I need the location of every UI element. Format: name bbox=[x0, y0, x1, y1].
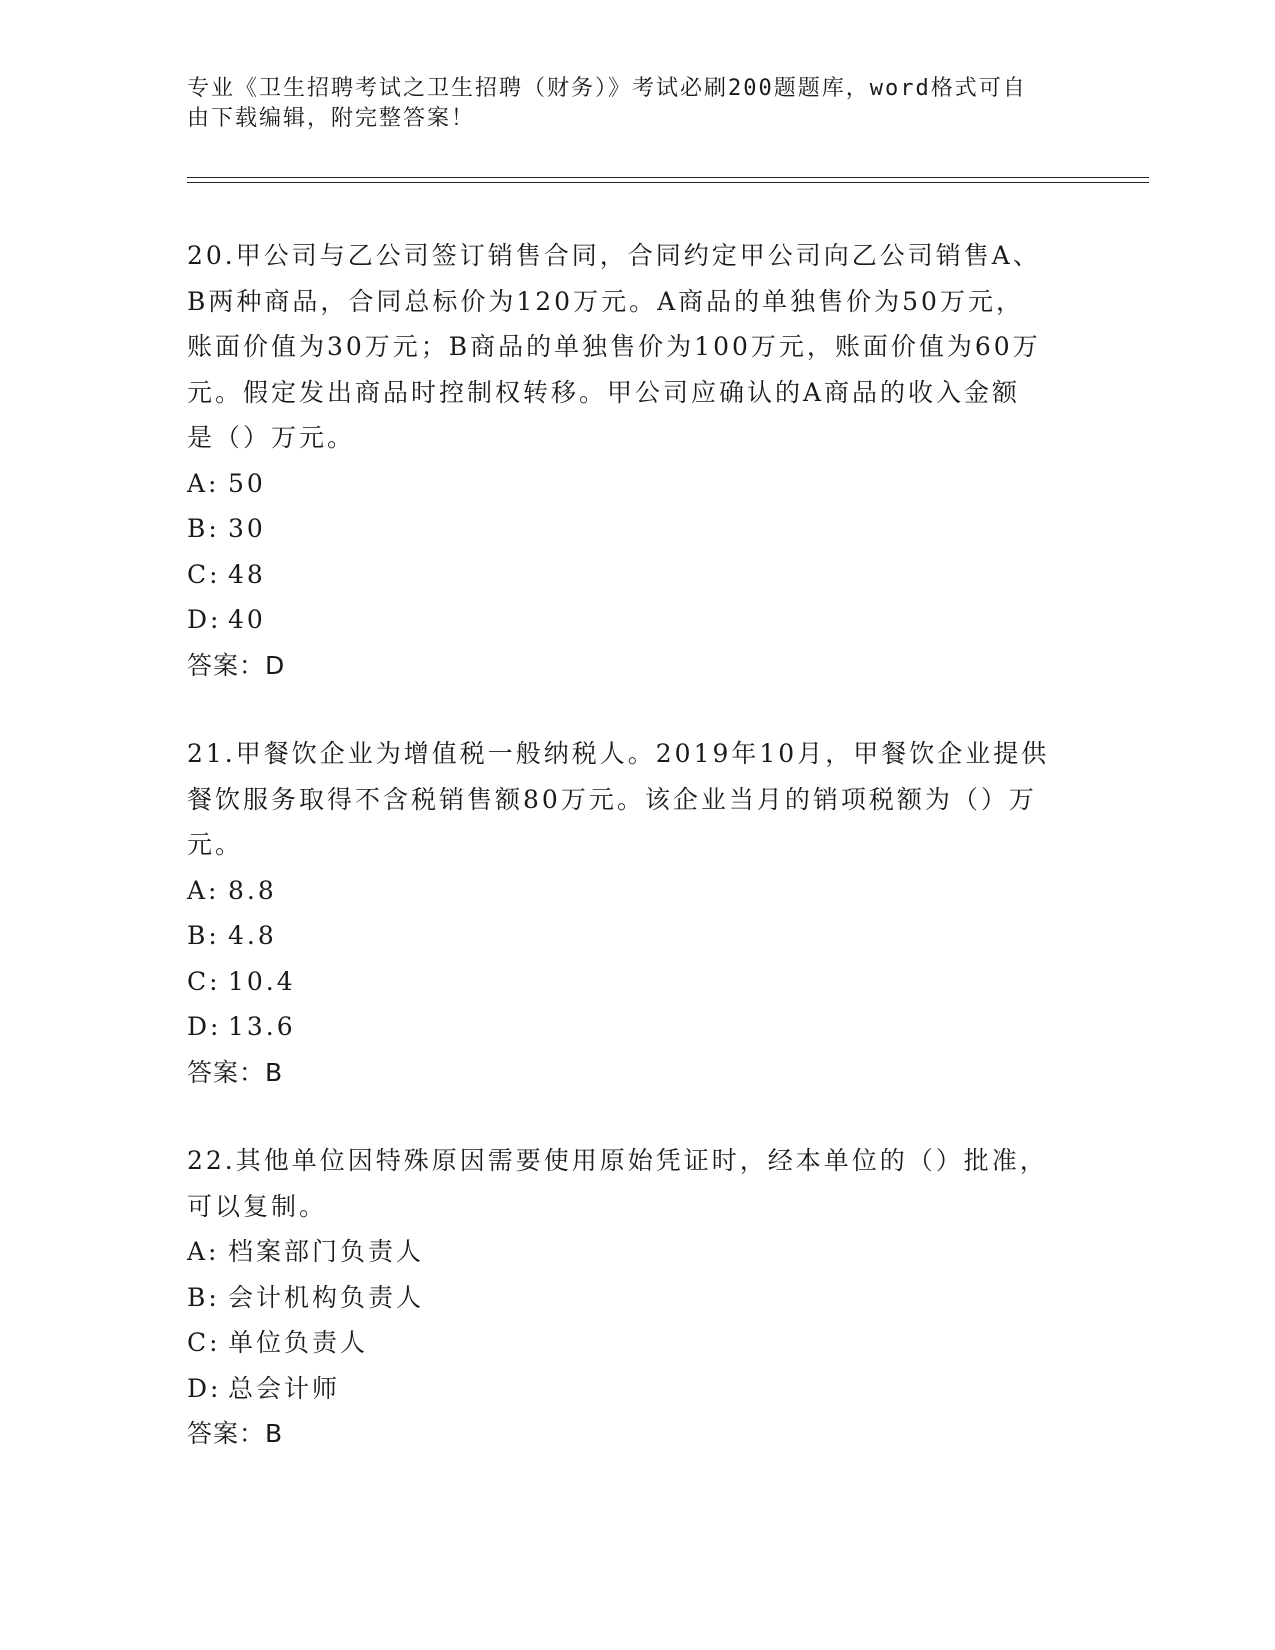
option-letter: B: bbox=[187, 514, 220, 543]
option-b bbox=[187, 506, 1067, 552]
option-b bbox=[187, 913, 1067, 959]
option-letter: C: bbox=[187, 966, 221, 996]
option-text: 会计机构负责人 bbox=[228, 1282, 425, 1312]
question-20 bbox=[187, 233, 1067, 688]
option-d bbox=[187, 597, 1067, 643]
stem-line: 20.甲公司与乙公司签订销售合同，合同约定甲公司向乙公司销售A、 bbox=[187, 241, 1041, 270]
stem-line: 22.其他单位因特殊原因需要使用原始凭证时，经本单位的（）批准， bbox=[187, 1146, 1048, 1175]
option-letter: C: bbox=[187, 559, 221, 589]
stem-line: 元。假定发出商品时控制权转移。甲公司应确认的A商品的收入金额 bbox=[187, 377, 1021, 407]
option-a bbox=[187, 868, 1067, 914]
option-letter: A: bbox=[187, 875, 220, 905]
question-stem bbox=[187, 731, 1067, 868]
option-text: 单位负责人 bbox=[228, 1328, 369, 1357]
stem-line: 账面价值为30万元；B商品的单独售价为100万元，账面价值为60万 bbox=[187, 332, 1041, 361]
stem-line: 元。 bbox=[187, 830, 244, 859]
option-text: 13.6 bbox=[228, 1012, 296, 1041]
stem-line: 餐饮服务取得不含税销售额80万元。该企业当月的销项税额为（）万 bbox=[187, 784, 1037, 814]
option-letter: C: bbox=[187, 1328, 221, 1357]
header-line-1: 专业《卫生招聘考试之卫生招聘（财务）》考试必刷200题题库，word格式可自 bbox=[187, 76, 1027, 101]
option-text: 8.8 bbox=[228, 875, 277, 905]
option-b bbox=[187, 1275, 1067, 1321]
option-letter: D: bbox=[187, 1012, 222, 1041]
option-letter: A: bbox=[187, 468, 220, 498]
header-divider-top bbox=[187, 177, 1149, 178]
option-c bbox=[187, 959, 1067, 1005]
question-stem bbox=[187, 1138, 1067, 1229]
stem-line: B两种商品，合同总标价为120万元。A商品的单独售价为50万元， bbox=[187, 286, 1024, 316]
option-text: 10.4 bbox=[228, 966, 296, 996]
option-c bbox=[187, 552, 1067, 598]
option-text: 4.8 bbox=[228, 921, 277, 950]
option-text: 30 bbox=[228, 514, 266, 543]
option-letter: A: bbox=[187, 1237, 220, 1266]
question-21 bbox=[187, 731, 1067, 1095]
option-a bbox=[187, 1229, 1067, 1275]
option-letter: D: bbox=[187, 1373, 222, 1403]
option-letter: D: bbox=[187, 605, 222, 634]
document-header bbox=[187, 74, 1067, 134]
answer-line: 答案：B bbox=[187, 1419, 284, 1448]
question-22 bbox=[187, 1138, 1067, 1457]
option-d bbox=[187, 1366, 1067, 1412]
option-a bbox=[187, 461, 1067, 507]
stem-line: 21.甲餐饮企业为增值税一般纳税人。2019年10月，甲餐饮企业提供 bbox=[187, 739, 1050, 768]
option-letter: B: bbox=[187, 921, 220, 950]
header-divider-bottom bbox=[187, 182, 1149, 183]
header-line-2: 由下载编辑，附完整答案！ bbox=[187, 106, 476, 131]
option-text: 档案部门负责人 bbox=[228, 1237, 425, 1266]
answer-line: 答案：D bbox=[187, 650, 286, 680]
answer-line: 答案：B bbox=[187, 1057, 284, 1087]
option-text: 40 bbox=[228, 605, 266, 634]
stem-line: 可以复制。 bbox=[187, 1191, 328, 1221]
option-letter: B: bbox=[187, 1282, 220, 1312]
option-c bbox=[187, 1320, 1067, 1366]
option-text: 50 bbox=[228, 468, 266, 498]
option-d bbox=[187, 1004, 1067, 1050]
stem-line: 是（）万元。 bbox=[187, 423, 356, 452]
option-text: 总会计师 bbox=[228, 1373, 341, 1403]
option-text: 48 bbox=[228, 559, 266, 589]
question-stem bbox=[187, 233, 1067, 461]
